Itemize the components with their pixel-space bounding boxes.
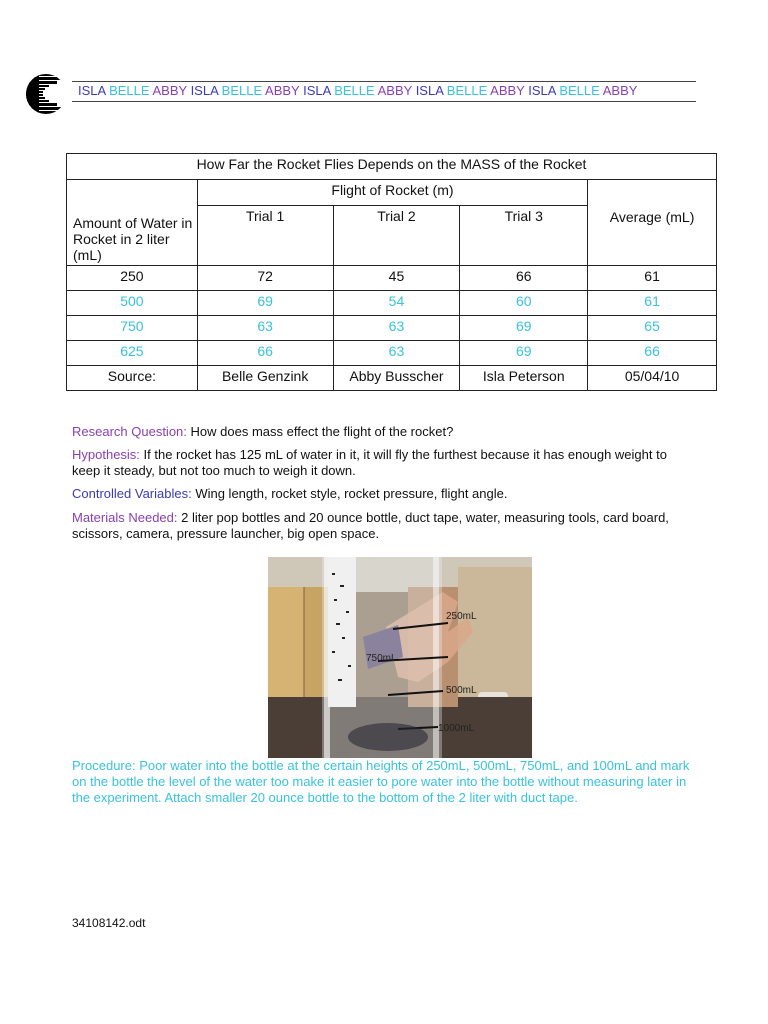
- trial-3-cell: 69: [460, 341, 588, 366]
- photo-label: 250mL: [446, 611, 477, 622]
- materials-text: 2 liter pop bottles and 20 ounce bottle, duct tape, water, measuring tools, card board, scissors, camera, pressure launcher, big open space.: [72, 510, 669, 541]
- source-date: 05/04/10: [588, 366, 717, 391]
- header-name: ISLA: [190, 83, 219, 98]
- header-name: BELLE: [446, 83, 488, 98]
- procedure: Procedure: Poor water into the bottle at the certain heights of 250mL, 500mL, 750mL, and 100mL and mark on the bottle the level of the water too make it easier to pore water into the bottle without measuring later in the experiment. Attach smaller 20 ounce bottle to the bottom of the 2 liter with duct tape.: [72, 758, 690, 805]
- trial-1-cell: 72: [197, 266, 333, 291]
- amount-header: Amount of Water in Rocket in 2 liter (mL): [67, 180, 198, 266]
- header-name: ISLA: [78, 83, 106, 98]
- hypothesis: [72, 447, 698, 479]
- trial-1-header: Trial 1: [197, 206, 333, 266]
- hypothesis-label: Hypothesis:: [72, 447, 140, 462]
- materials-needed: [72, 510, 698, 542]
- controlled-text: Wing length, rocket style, rocket pressure, flight angle.: [191, 486, 508, 501]
- source-label: Source:: [67, 366, 198, 391]
- materials-label: Materials Needed:: [72, 510, 178, 525]
- trial-1-cell: 69: [197, 291, 333, 316]
- controlled-label: Controlled Variables:: [72, 486, 192, 501]
- amount-cell: 250: [67, 266, 198, 291]
- trial-3-cell: 69: [460, 316, 588, 341]
- trial-3-cell: 60: [460, 291, 588, 316]
- header-name: BELLE: [221, 83, 263, 98]
- table-row: [67, 341, 717, 366]
- controlled-variables: [72, 486, 698, 502]
- table-row: [67, 266, 717, 291]
- header-rule-top: [72, 81, 696, 82]
- research-text: How does mass effect the flight of the rocket?: [186, 424, 454, 439]
- average-cell: 61: [588, 291, 717, 316]
- header-name: ISLA: [303, 83, 331, 98]
- average-header: Average (mL): [588, 180, 717, 266]
- average-cell: 66: [588, 341, 717, 366]
- footer-filename: 34108142.odt: [72, 916, 146, 930]
- amount-cell: 500: [67, 291, 198, 316]
- header-rule-bottom: [72, 101, 696, 102]
- trial-3-cell: 66: [460, 266, 588, 291]
- amount-cell: 625: [67, 341, 198, 366]
- source-trial-2: Abby Busscher: [333, 366, 460, 391]
- photo-label: 1000mL: [438, 723, 475, 734]
- table-row: [67, 316, 717, 341]
- research-label: Research Question:: [72, 424, 187, 439]
- header-name: ABBY: [265, 83, 300, 98]
- photo-label: 500mL: [446, 685, 477, 696]
- hypothesis-text: If the rocket has 125 mL of water in it, it will fly the furthest because it has enough weight to keep it steady, but not too much to weigh it down.: [72, 447, 667, 478]
- table-title: How Far the Rocket Flies Depends on the MASS of the Rocket: [67, 154, 717, 180]
- header-name: ABBY: [490, 83, 525, 98]
- research-question: [72, 424, 698, 440]
- average-cell: 61: [588, 266, 717, 291]
- trial-2-cell: 54: [333, 291, 460, 316]
- header-name: BELLE: [559, 83, 600, 98]
- header-name: ISLA: [528, 83, 556, 98]
- table-row: [67, 291, 717, 316]
- photo-label: 750mL: [366, 653, 397, 664]
- trial-2-cell: 63: [333, 316, 460, 341]
- header-name: BELLE: [109, 83, 150, 98]
- trial-2-header: Trial 2: [333, 206, 460, 266]
- bottle-photo: [268, 557, 532, 758]
- header-name: ABBY: [602, 83, 638, 98]
- trial-3-header: Trial 3: [460, 206, 588, 266]
- trial-2-cell: 63: [333, 341, 460, 366]
- header-names: [78, 83, 637, 98]
- header-name: ISLA: [415, 83, 444, 98]
- trial-2-cell: 45: [333, 266, 460, 291]
- source-trial-1: Belle Genzink: [197, 366, 333, 391]
- table-flight-row: [67, 180, 717, 206]
- rocket-data-table: [66, 153, 717, 391]
- header-name: BELLE: [334, 83, 375, 98]
- logo-icon: [25, 73, 67, 115]
- table-source-row: [67, 366, 717, 391]
- flight-header: Flight of Rocket (m): [197, 180, 587, 206]
- average-cell: 65: [588, 316, 717, 341]
- header-name: ABBY: [152, 83, 187, 98]
- amount-cell: 750: [67, 316, 198, 341]
- header-name: ABBY: [377, 83, 413, 98]
- trial-1-cell: 63: [197, 316, 333, 341]
- source-trial-3: Isla Peterson: [460, 366, 588, 391]
- trial-1-cell: 66: [197, 341, 333, 366]
- table-title-row: [67, 154, 717, 180]
